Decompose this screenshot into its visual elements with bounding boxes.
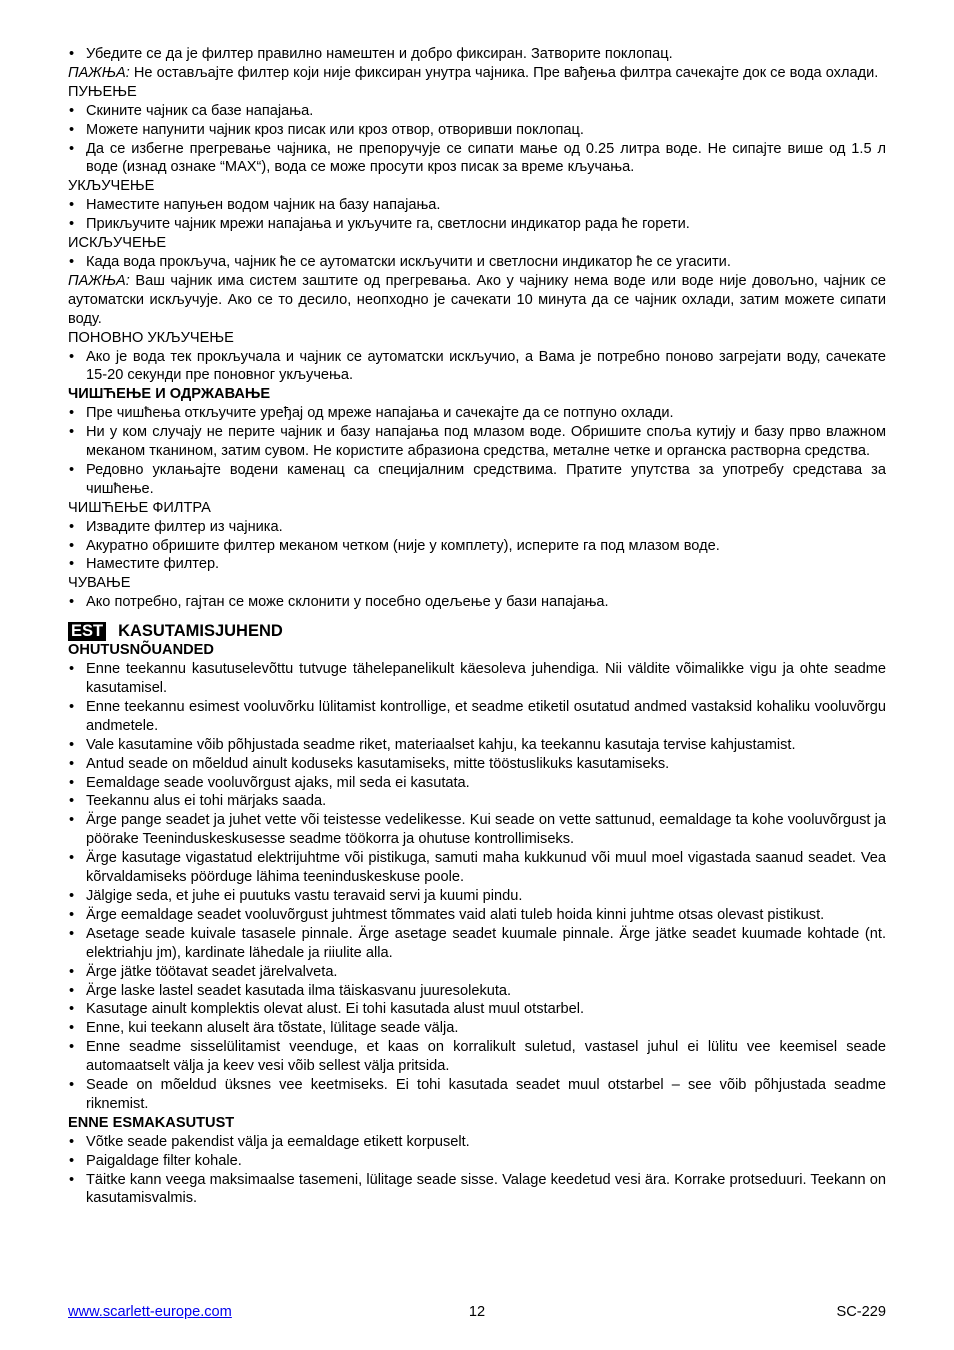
bullet-list — [68, 253, 886, 272]
list-item: • Antud seade on mõeldud ainult koduseks kasutamiseks, mitte tööstuslikuks kasutamiseks. — [68, 755, 886, 774]
page-content — [68, 45, 886, 1208]
list-item: • Ärge jätke töötavat seadet järelvalveta. — [68, 963, 886, 982]
list-item: • Enne seadme sisselülitamist veenduge, et kaas on korralikult suletud, vastasel juhul ei lülitu vee keemisel seade automaatselt välja ja keev vesi võib sellest välja pritsida. — [68, 1038, 886, 1076]
language-badge: EST — [68, 622, 106, 641]
list-item: • Enne teekannu esimest vooluvõrku lülitamist kontrollige, et seadme etiketil osutatud andmed vastaksid kohaliku vooluvõrgu andmetele. — [68, 698, 886, 736]
bullet-list — [68, 196, 886, 234]
list-item: • Eemaldage seade vooluvõrgust ajaks, mil seda ei kasutata. — [68, 774, 886, 793]
website-link[interactable]: www.scarlett-europe.com — [68, 1304, 232, 1320]
list-item: • Enne teekannu kasutuselevõttu tutvuge tähelepanelikult käesoleva juhendiga. Nii väldite võimalikke vigu ja ohte seadme kasutamisel. — [68, 660, 886, 698]
warning-note — [68, 64, 886, 83]
list-item: • Asetage seade kuivale tasasele pinnale. Ärge asetage seadet kuumale pinnale. Ärge jätke seadet kuumade kohtade (nt. elektriahju jm), kardinate lähedale ja riiulite alla. — [68, 925, 886, 963]
bullet-list — [68, 1133, 886, 1209]
list-item: • Võtke seade pakendist välja ja eemaldage etikett korpuselt. — [68, 1133, 886, 1152]
bullet-list — [68, 404, 886, 499]
list-item: • Извадите филтер из чајника. — [68, 518, 886, 537]
warning-text: Ваш чајник има систем заштите од прегревања. Ако у чајнику нема воде или воде није довољно, чајник се аутоматски искључује. Ако се то десило, неопходно је сачекати 10 минута да се чајник охлади, затим можете сипати воду. — [68, 272, 886, 327]
bullet-list — [68, 660, 886, 1114]
list-item: • Скините чајник са базе напајања. — [68, 102, 886, 121]
bullet-list — [68, 593, 886, 612]
model-number: SC-229 — [836, 1304, 886, 1320]
warning-label: ПАЖЊА: — [68, 64, 130, 81]
bullet-list — [68, 45, 886, 64]
warning-label: ПАЖЊА: — [68, 272, 130, 289]
list-item: • Teekannu alus ei tohi märjaks saada. — [68, 792, 886, 811]
list-item: • Jälgige seda, et juhe ei puutuks vastu teravaid servi ja kuumi pindu. — [68, 887, 886, 906]
manual-title: KASUTAMISJUHEND — [118, 622, 283, 641]
list-item: • Kasutage ainult komplektis olevat alust. Ei tohi kasutada alust muul otstarbel. — [68, 1000, 886, 1019]
list-item: • Наместите напуњен водом чајник на базу напајања. — [68, 196, 886, 215]
list-item: • Наместите филтер. — [68, 555, 886, 574]
list-item: • Seade on mõeldud üksnes vee keetmiseks. Ei tohi kasutada seadet muul otstarbel – see võib põhjustada seadme riknemist. — [68, 1076, 886, 1114]
list-item: • Ärge eemaldage seadet vooluvõrgust juhtmest tõmmates vaid alati tuleb hoida kinni juhtme otsas olevast pistikust. — [68, 906, 886, 925]
section-heading-safety: OHUTUSNÕUANDED — [68, 642, 214, 659]
list-item: • Убедите се да је филтер правилно намештен и добро фиксиран. Затворите поклопац. — [68, 45, 886, 64]
page-footer — [68, 1303, 886, 1323]
list-item: • Пре чишћења откључите уређај од мреже напајања и сачекајте да се потпуно охлади. — [68, 404, 886, 423]
list-item: • Редовно уклањајте водени каменац са специјалним средствима. Пратите упутства за употребу средстава за чишћење. — [68, 461, 886, 499]
bullet-list — [68, 102, 886, 178]
section-heading-switching-off: ИСКЉУЧЕЊЕ — [68, 235, 167, 252]
section-heading-storage: ЧУВАЊЕ — [68, 575, 131, 592]
list-item: • Vale kasutamine võib põhjustada seadme riket, materiaalset kahju, ka teekannu kasutaja tervise kahjustamist. — [68, 736, 886, 755]
list-item: • Можете напунити чајник кроз писак или кроз отвор, отворивши поклопац. — [68, 121, 886, 140]
list-item: • Акуратно обришите филтер меканом четком (није у комплету), исперите га под млазом воде. — [68, 537, 886, 556]
list-item: • Täitke kann veega maksimaalse tasemeni, lülitage seade sisse. Valage keedetud vesi ära. Korrake protseduuri. Teekann on kasutamisvalmis. — [68, 1171, 886, 1209]
bullet-list — [68, 348, 886, 386]
language-section-heading — [68, 621, 886, 641]
list-item: • Прикључите чајник мрежи напајања и укључите га, светлосни индикатор рада ће горети. — [68, 215, 886, 234]
list-item: • Ако је вода тек прокључала и чајник се аутоматски искључио, а Вама је потребно поново загрејати воду, сачекате 15-20 секунди пре поновног укључења. — [68, 348, 886, 386]
list-item: • Када вода прокључа, чајник ће се аутоматски искључити и светлосни индикатор ће се угасити. — [68, 253, 886, 272]
bullet-list — [68, 518, 886, 575]
list-item: • Ärge pange seadet ja juhet vette või teistesse vedelikesse. Kui seade on vette sattunud, eemaldage ta kohe vooluvõrgust ja pöörake Teeninduskeskusesse seadme töökorra ja ohutuse kontrollimiseks. — [68, 811, 886, 849]
warning-text: Не остављајте филтер који није фиксиран унутра чајника. Пре вађења филтра сачекајте док се вода охлади. — [129, 64, 879, 81]
section-heading-cleaning: ЧИШЋЕЊЕ И ОДРЖАВАЊЕ — [68, 386, 271, 403]
section-heading-filling: ПУЊЕЊЕ — [68, 83, 137, 100]
list-item: • Да се избегне прегревање чајника, не препоручује се сипати мање од 0.25 литра воде. Не сипајте више од 1.5 л воде (изнад ознаке “MAX“), вода се може просути кроз писак за време кључања. — [68, 140, 886, 178]
list-item: • Ни у ком случају не перите чајник и базу напајања под млазом воде. Обришите споља кутију и базу прво влажном меканом тканином, затим сувом. Не користите абразиона средства, металне четке и органска растворна средства. — [68, 423, 886, 461]
section-heading-switching-on: УКЉУЧЕЊЕ — [68, 178, 155, 195]
list-item: • Enne, kui teekann aluselt ära tõstate, lülitage seade välja. — [68, 1019, 886, 1038]
warning-note — [68, 272, 886, 329]
list-item: • Ärge laske lastel seadet kasutada ilma täiskasvanu juuresolekuta. — [68, 982, 886, 1001]
section-heading-filter-cleaning: ЧИШЋЕЊЕ ФИЛТРА — [68, 499, 211, 516]
list-item: • Paigaldage filter kohale. — [68, 1152, 886, 1171]
page-number: 12 — [468, 1304, 486, 1320]
section-heading-reactivation: ПОНОВНО УКЉУЧЕЊЕ — [68, 329, 234, 346]
section-heading-before-first-use: ENNE ESMAKASUTUST — [68, 1114, 235, 1131]
list-item: • Ärge kasutage vigastatud elektrijuhtme või pistikuga, samuti maha kukkunud või muul moel vigastada saanud seadet. Vea kõrvaldamiseks pöörduge lähima teeninduskeskuse poole. — [68, 849, 886, 887]
list-item: • Ако потребно, гајтан се може склонити у посебно одељење у бази напајања. — [68, 593, 886, 612]
